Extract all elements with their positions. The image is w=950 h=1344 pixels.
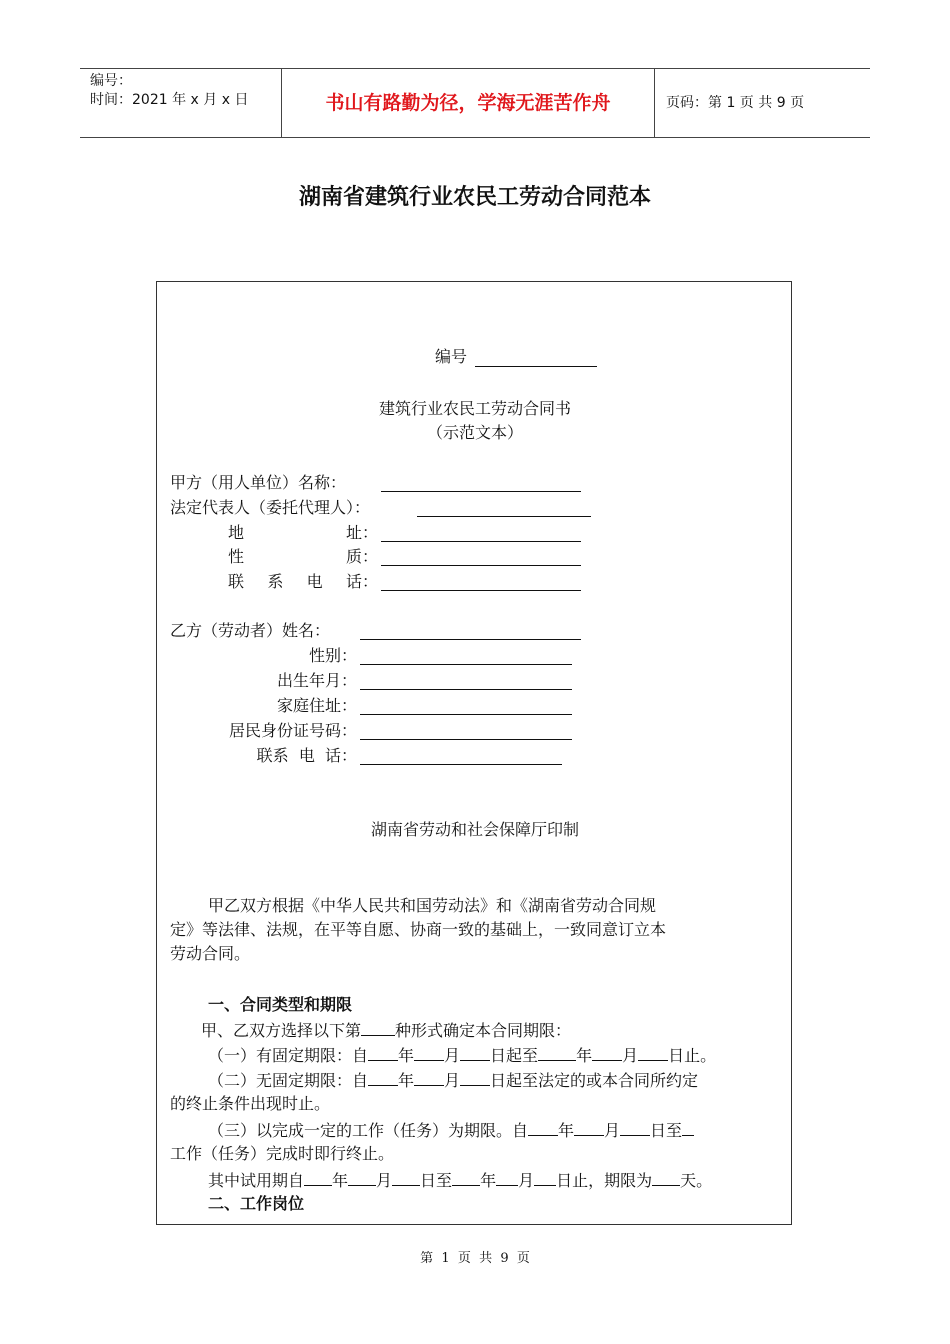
issuer-text: 湖南省劳动和社会保障厅印制: [370, 820, 579, 839]
s1-task-line-2: 工作（任务）完成时即行终止。: [170, 1144, 395, 1163]
book-title: 建筑行业农民工劳动合同书: [378, 399, 571, 418]
party-b-name-field[interactable]: [360, 639, 581, 640]
party-a-nature-label: [228, 546, 378, 568]
party-b-id-field[interactable]: [360, 739, 572, 740]
form-number-label: 编号: [435, 347, 468, 366]
trial-start-day-field[interactable]: [392, 1168, 420, 1186]
year-label: 年: [398, 1071, 415, 1090]
fixed-start-month-field[interactable]: [414, 1043, 444, 1061]
s1-unfixed-prefix: （二）无固定期限：自: [208, 1071, 369, 1090]
trial-end-year-field[interactable]: [452, 1168, 480, 1186]
label-char: 质：: [345, 547, 378, 566]
party-a-address-field[interactable]: [381, 541, 581, 542]
unfixed-start-year-field[interactable]: [368, 1068, 398, 1086]
s1-intro: [201, 1018, 571, 1042]
section-2-title: 二、工作岗位: [208, 1194, 305, 1213]
month-label: 月: [622, 1046, 639, 1065]
party-a-nature-field[interactable]: [381, 565, 581, 566]
day-label: 日至: [420, 1171, 453, 1190]
party-b-birth-label: 出生年月：: [276, 671, 357, 690]
label-char: 电: [306, 572, 323, 591]
trial-start-year-field[interactable]: [304, 1168, 332, 1186]
s1-intro-a: 甲、乙双方选择以下第: [201, 1021, 362, 1040]
fixed-start-day-field[interactable]: [460, 1043, 490, 1061]
fixed-start-year-field[interactable]: [368, 1043, 398, 1061]
header-page-info: 页码：第 1 页 共 9 页: [666, 95, 805, 111]
party-a-address-label: [228, 522, 378, 544]
party-a-rep-label: 法定代表人（委托代理人）：: [170, 498, 371, 517]
label-char: 地: [228, 523, 245, 542]
fixed-end-day-field[interactable]: [638, 1043, 668, 1061]
party-a-name-field[interactable]: [381, 491, 581, 492]
party-b-phone-field[interactable]: [360, 764, 562, 765]
year-label: 年: [558, 1121, 575, 1140]
party-b-phone-label: 联系 电 话：: [256, 746, 357, 765]
s1-task-prefix: （三）以完成一定的工作（任务）为期限。自: [208, 1121, 529, 1140]
month-label: 月: [444, 1071, 461, 1090]
party-a-phone-field[interactable]: [381, 590, 581, 591]
day-label: 日至: [650, 1121, 683, 1140]
s1-task-term: [208, 1118, 694, 1142]
task-start-day-field[interactable]: [620, 1118, 650, 1136]
header-time: 时间：2021 年 x 月 x 日: [90, 92, 249, 108]
party-a-phone-label: [228, 571, 378, 593]
intro-line-3: 劳动合同。: [170, 944, 251, 963]
party-a-name-label: 甲方（用人单位）名称：: [170, 473, 347, 492]
label-char: 话：: [345, 572, 378, 591]
page-footer: 第 1 页 共 9 页: [420, 1251, 530, 1266]
year-label: 年: [398, 1046, 415, 1065]
day-label: 日起至: [490, 1046, 539, 1065]
month-label: 月: [518, 1171, 535, 1190]
s1-unfixed-suffix: 日起至法定的或本合同所约定: [490, 1071, 699, 1090]
party-b-name-label: 乙方（劳动者）姓名：: [170, 621, 331, 640]
trial-start-month-field[interactable]: [348, 1168, 376, 1186]
book-subtitle: （示范文本）: [426, 423, 523, 442]
trial-end-month-field[interactable]: [496, 1168, 518, 1186]
fixed-end-month-field[interactable]: [592, 1043, 622, 1061]
party-b-home-field[interactable]: [360, 714, 572, 715]
party-b-id-label: 居民身份证号码：: [228, 721, 357, 740]
year-label: 年: [480, 1171, 497, 1190]
form-number-field[interactable]: [475, 366, 597, 367]
party-b-gender-label: 性别：: [308, 646, 357, 665]
s1-fixed-prefix: （一）有固定期限：自: [208, 1046, 369, 1065]
contract-form-box: [156, 281, 792, 1225]
s1-option-field[interactable]: [361, 1018, 395, 1036]
s1-unfixed-term: [208, 1068, 698, 1092]
header-motto: 书山有路勤为径，学海无涯苦作舟: [281, 69, 655, 137]
year-label: 年: [332, 1171, 349, 1190]
task-end-field[interactable]: [682, 1118, 694, 1136]
header-table: [80, 68, 870, 138]
intro-line-1: 甲乙双方根据《中华人民共和国劳动法》和《湖南省劳动合同规: [208, 896, 657, 915]
year-label: 年: [576, 1046, 593, 1065]
trial-end-day-field[interactable]: [534, 1168, 556, 1186]
s1-unfixed-line-2: 的终止条件出现时止。: [170, 1094, 331, 1113]
party-b-home-label: 家庭住址：: [276, 696, 357, 715]
s1-trial-suffix: 天。: [680, 1171, 713, 1190]
s1-intro-b: 种形式确定本合同期限：: [395, 1021, 572, 1040]
intro-line-2: 定》等法律、法规，在平等自愿、协商一致的基础上，一致同意订立本: [170, 920, 667, 939]
month-label: 月: [604, 1121, 621, 1140]
unfixed-start-day-field[interactable]: [460, 1068, 490, 1086]
header-number-label: 编号：: [90, 73, 132, 89]
party-a-rep-field[interactable]: [417, 516, 591, 517]
document-title: 湖南省建筑行业农民工劳动合同范本: [298, 184, 651, 210]
day-label: 日止，期限为: [556, 1171, 653, 1190]
party-b-birth-field[interactable]: [360, 689, 572, 690]
month-label: 月: [444, 1046, 461, 1065]
section-1-title: 一、合同类型和期限: [208, 995, 353, 1014]
fixed-end-year-field[interactable]: [538, 1043, 576, 1061]
s1-trial-period: [208, 1168, 712, 1192]
task-start-month-field[interactable]: [574, 1118, 604, 1136]
label-char: 址：: [345, 523, 378, 542]
unfixed-start-month-field[interactable]: [414, 1068, 444, 1086]
month-label: 月: [376, 1171, 393, 1190]
s1-fixed-term: [208, 1043, 716, 1067]
header-left-cell: [80, 69, 280, 137]
s1-trial-prefix: 其中试用期自: [208, 1171, 305, 1190]
label-char: 系: [267, 572, 284, 591]
day-label: 日止。: [668, 1046, 717, 1065]
task-start-year-field[interactable]: [528, 1118, 558, 1136]
label-char: 性: [228, 547, 245, 566]
label-char: 联: [228, 572, 245, 591]
trial-days-field[interactable]: [652, 1168, 680, 1186]
party-b-gender-field[interactable]: [360, 664, 572, 665]
